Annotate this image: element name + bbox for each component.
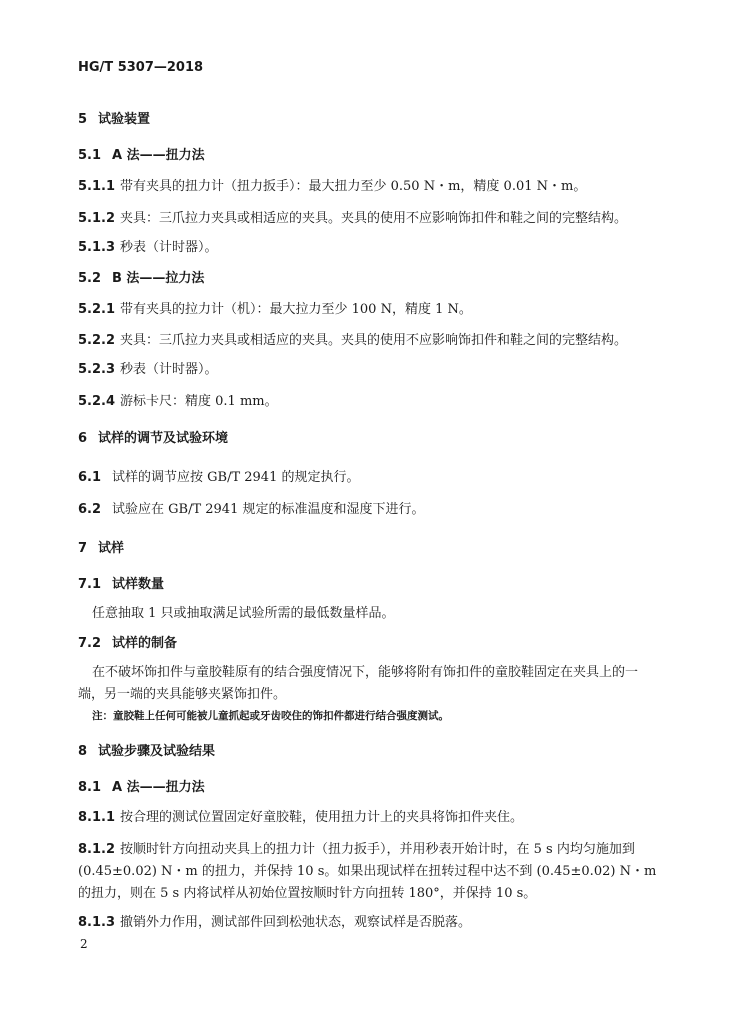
section-number: 5: [78, 112, 88, 127]
clause-text: 带有夹具的扭力计（扭力扳手）：最大扭力至少 0.50 N・m，精度 0.01 N・m。: [120, 179, 587, 194]
clause-number: 5.1.3: [78, 240, 116, 255]
clause-5-1-3: [78, 240, 218, 256]
clause-number: 8.1.2: [78, 842, 116, 857]
clause-5-2-4: [78, 394, 278, 410]
section-title: B 法——拉力法: [112, 271, 205, 286]
section-title: 试验装置: [98, 112, 151, 127]
clause-6-2: [78, 502, 424, 518]
section-title: 试样的制备: [112, 636, 178, 651]
section-7-heading: [78, 541, 124, 557]
clause-5-2-3: [78, 362, 218, 378]
section-number: 7.1: [78, 577, 102, 592]
clause-8-1-2-line2: (0.45±0.02) N・m 的扭力，并保持 10 s。如果出现试样在扭转过程中达不到 (0.45±0.02) N・m: [78, 864, 657, 879]
section-title: 试样: [98, 541, 125, 556]
section-6-heading: [78, 431, 228, 447]
section-number: 7: [78, 541, 88, 556]
clause-text: 带有夹具的拉力计（机）：最大拉力至少 100 N，精度 1 N。: [120, 302, 472, 317]
section-8-1-heading: [78, 780, 205, 796]
clause-7-1-body: 任意抽取 1 只或抽取满足试验所需的最低数量样品。: [92, 606, 395, 621]
section-number: 5.2: [78, 271, 102, 286]
clause-number: 5.1.1: [78, 179, 116, 194]
section-7-2-heading: [78, 636, 177, 652]
section-title: A 法——扭力法: [112, 780, 205, 795]
clause-text: 试验应在 GB/T 2941 规定的标准温度和湿度下进行。: [112, 502, 425, 517]
clause-text: 游标卡尺：精度 0.1 mm。: [120, 394, 278, 409]
page-number: 2: [80, 937, 88, 951]
clause-number: 8.1.1: [78, 810, 116, 825]
clause-number: 5.2.1: [78, 302, 116, 317]
clause-8-1-3: [78, 915, 471, 931]
section-5-2-heading: [78, 271, 204, 287]
section-number: 6: [78, 431, 88, 446]
section-title: 试验步骤及试验结果: [98, 744, 216, 759]
section-title: 试样的调节及试验环境: [98, 431, 229, 446]
section-5-heading: [78, 112, 150, 128]
clause-text: 撤销外力作用，测试部件回到松弛状态，观察试样是否脱落。: [120, 915, 472, 930]
clause-5-1-1: [78, 179, 586, 195]
section-number: 8.1: [78, 780, 102, 795]
clause-8-1-1: [78, 810, 523, 826]
clause-text: 试样的调节应按 GB/T 2941 的规定执行。: [112, 470, 360, 485]
clause-7-2-body-line2: 端，另一端的夹具能够夹紧饰扣件。: [78, 687, 287, 702]
clause-5-1-2: [78, 211, 627, 227]
clause-6-1: [78, 470, 359, 486]
clause-number: 5.1.2: [78, 211, 116, 226]
clause-number: 5.2.2: [78, 333, 116, 348]
section-title: 试样数量: [112, 577, 165, 592]
clause-text: 秒表（计时器）。: [120, 240, 218, 255]
note: 注：童胶鞋上任何可能被儿童抓起或牙齿咬住的饰扣件都进行结合强度测试。: [92, 710, 449, 722]
document-id: HG/T 5307—2018: [78, 60, 204, 75]
section-7-1-heading: [78, 577, 164, 593]
clause-8-1-2-line3: 的扭力，则在 5 s 内将试样从初始位置按顺时针方向扭转 180°，并保持 10 s。: [78, 886, 537, 901]
section-number: 7.2: [78, 636, 102, 651]
clause-8-1-2: [78, 842, 635, 858]
section-5-1-heading: [78, 148, 205, 164]
section-number: 8: [78, 744, 88, 759]
clause-text: 夹具：三爪拉力夹具或相适应的夹具。夹具的使用不应影响饰扣件和鞋之间的完整结构。: [120, 333, 628, 348]
section-title: A 法——扭力法: [112, 148, 205, 163]
clause-7-2-body-line1: 在不破坏饰扣件与童胶鞋原有的结合强度情况下，能够将附有饰扣件的童胶鞋固定在夹具上的一: [92, 665, 639, 680]
clause-text: 按合理的测试位置固定好童胶鞋，使用扭力计上的夹具将饰扣件夹住。: [120, 810, 524, 825]
clause-number: 6.2: [78, 502, 102, 517]
clause-number: 5.2.4: [78, 394, 116, 409]
clause-number: 8.1.3: [78, 915, 116, 930]
clause-text: 夹具：三爪拉力夹具或相适应的夹具。夹具的使用不应影响饰扣件和鞋之间的完整结构。: [120, 211, 628, 226]
section-8-heading: [78, 744, 215, 760]
clause-number: 6.1: [78, 470, 102, 485]
clause-number: 5.2.3: [78, 362, 116, 377]
clause-text: 秒表（计时器）。: [120, 362, 218, 377]
clause-5-2-1: [78, 302, 472, 318]
clause-text-line1: 按顺时针方向扭动夹具上的扭力计（扭力扳手），并用秒表开始计时，在 5 s 内均匀施加到: [120, 842, 635, 857]
section-number: 5.1: [78, 148, 102, 163]
clause-5-2-2: [78, 333, 627, 349]
